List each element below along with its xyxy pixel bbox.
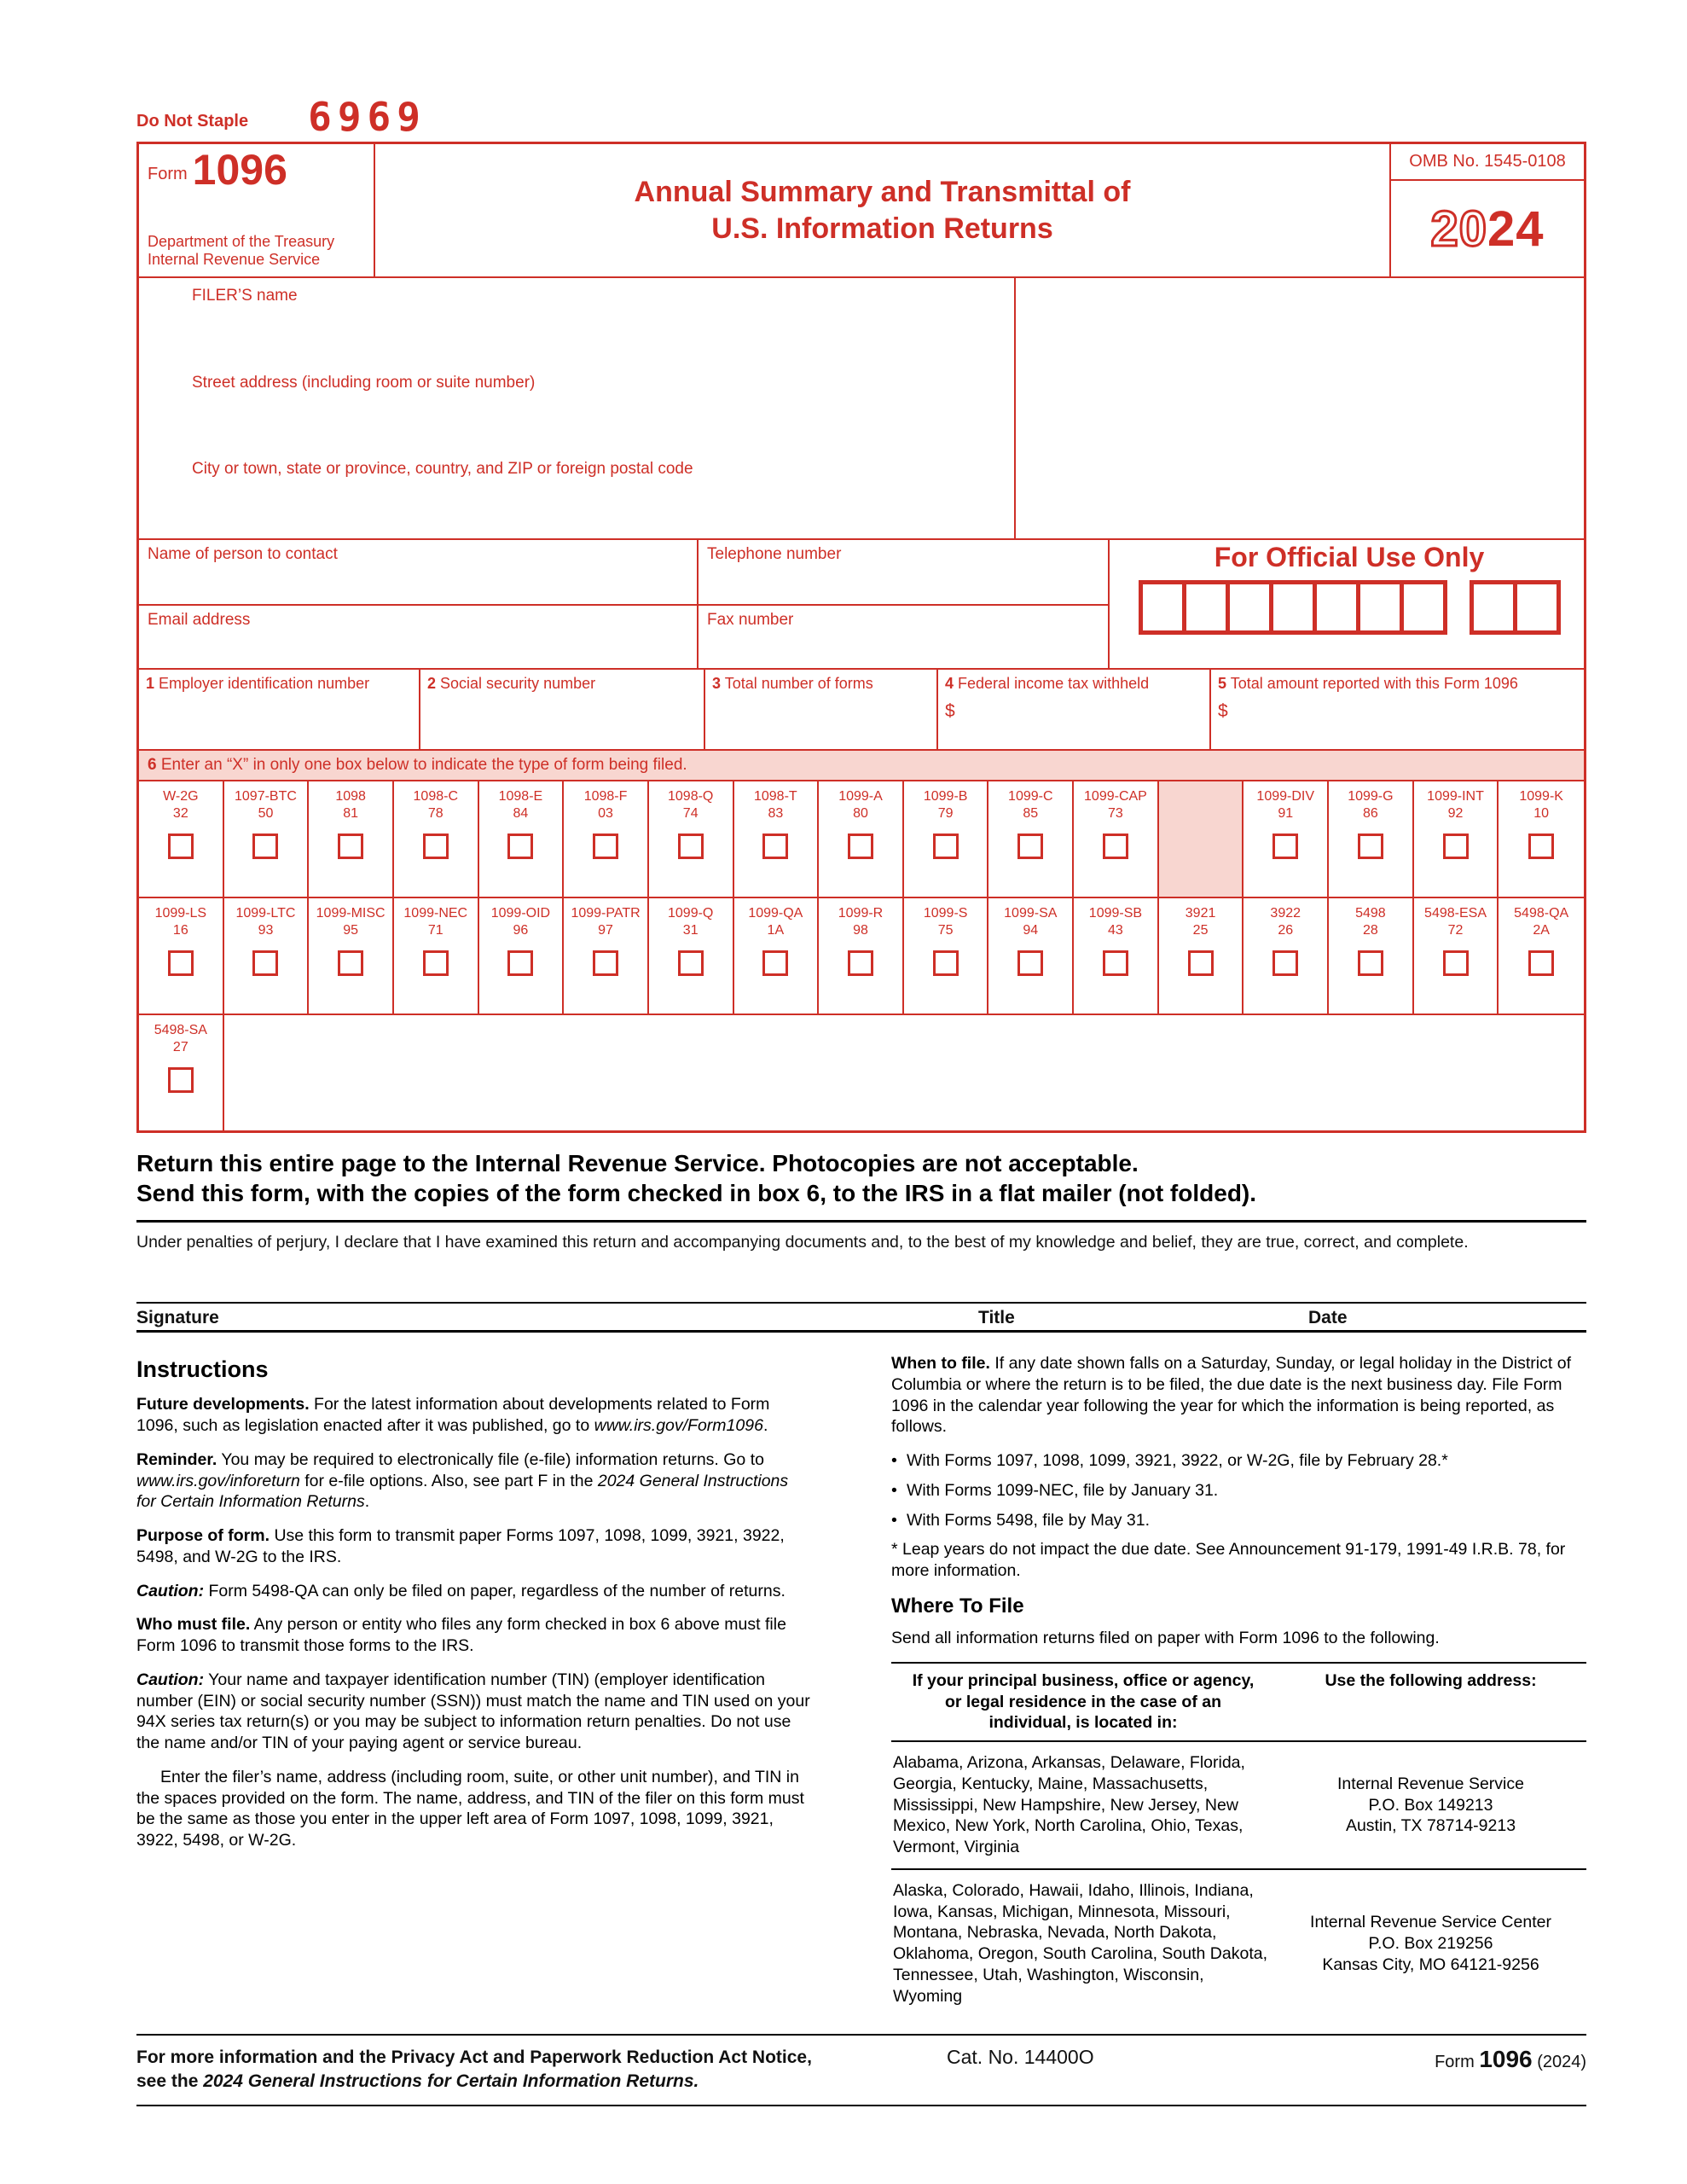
type-checkbox[interactable]	[593, 950, 618, 976]
where-to-file-heading: Where To File	[891, 1594, 1024, 1618]
signature-row	[136, 1304, 1586, 1333]
dollar-sign: $	[945, 701, 955, 721]
type-checkbox[interactable]	[1103, 950, 1128, 976]
contact-section	[139, 538, 1584, 668]
type-cell: 1099-K 10	[1499, 781, 1584, 897]
type-cell: 1099-NEC 71	[394, 898, 479, 1014]
type-cell: W-2G 32	[139, 781, 224, 897]
type-checkbox[interactable]	[1103, 834, 1128, 859]
bottom-rule	[136, 2105, 1586, 2106]
form-word: Form	[148, 165, 188, 183]
type-cell: 1099-A 80	[819, 781, 904, 897]
telephone-label: Telephone number	[707, 545, 842, 563]
type-row-blank-area	[224, 1015, 1584, 1130]
future-developments-paragraph: Future developments. For the latest information about developments related to Form 1096, such as legislation enacted after it was published, go to www.irs.gov/Form1096.	[136, 1395, 770, 1436]
box-5-total-amount: 5 Total amount reported with this Form 1096 $	[1211, 670, 1589, 749]
type-cell: 1099-G 86	[1329, 781, 1414, 897]
leap-year-note: * Leap years do not impact the due date. See Announcement 91-179, 1991-49 I.R.B. 78, for more information.	[891, 1540, 1566, 1580]
where-to-file-intro: Send all information returns filed on paper with Form 1096 to the following.	[891, 1629, 1440, 1648]
type-checkbox[interactable]	[933, 950, 959, 976]
type-checkbox[interactable]	[762, 834, 788, 859]
where-table-row	[891, 1742, 1586, 1868]
type-checkbox[interactable]	[848, 950, 873, 976]
official-use-box	[1470, 580, 1517, 635]
official-use-area	[1110, 540, 1589, 668]
type-checkbox[interactable]	[338, 834, 363, 859]
states-list: Alabama, Arizona, Arkansas, Delaware, Florida, Georgia, Kentucky, Maine, Massachusetts, Mississippi, New Hampshire, New Jersey, New Mexico, New York, North Carolina, Ohio, Texas, Vermont, Virginia	[893, 1753, 1245, 1857]
type-checkbox[interactable]	[252, 950, 278, 976]
type-checkbox[interactable]	[1017, 950, 1043, 976]
type-cell: 1099-C 85	[988, 781, 1074, 897]
filer-street-input[interactable]	[139, 392, 1014, 452]
type-checkbox[interactable]	[423, 834, 449, 859]
type-cell: 5498-SA 27	[139, 1015, 224, 1130]
box-3-total-forms: 3 Total number of forms	[705, 670, 938, 749]
instructions-right-column	[891, 1353, 1586, 2017]
type-cell: 1098-F 03	[564, 781, 649, 897]
perjury-statement: Under penalties of perjury, I declare that I have examined this return and accompanying documents and, to the best of my knowledge and belief, they are true, correct, and complete.	[136, 1233, 1469, 1252]
form-type-row-2	[139, 897, 1584, 1014]
type-checkbox[interactable]	[1272, 950, 1298, 976]
official-use-box	[1356, 580, 1404, 635]
instructions-section	[136, 1353, 1586, 2017]
official-use-box	[1313, 580, 1360, 635]
fax-cell	[699, 604, 1110, 668]
form-frame	[136, 142, 1586, 1133]
type-cell: 3922 26	[1244, 898, 1329, 1014]
form-type-row-1	[139, 781, 1584, 897]
agency-name: Department of the Treasury Internal Revenue Service	[148, 232, 335, 269]
filer-section-blank	[1016, 278, 1584, 538]
tax-withheld-input[interactable]	[945, 722, 1203, 744]
telephone-cell	[699, 540, 1110, 604]
official-use-box	[1182, 580, 1230, 635]
official-use-label: For Official Use Only	[1214, 542, 1485, 572]
type-cell: 1099-QA 1A	[734, 898, 820, 1014]
divider-rule	[136, 1220, 1586, 1223]
type-cell: 3921 25	[1159, 898, 1244, 1014]
do-not-staple-label: Do Not Staple	[136, 112, 249, 131]
official-use-boxes	[1110, 580, 1589, 635]
email-cell	[139, 604, 699, 668]
type-checkbox[interactable]	[1443, 834, 1469, 859]
official-use-box	[1139, 580, 1186, 635]
caution-tin-paragraph: Caution: Your name and taxpayer identification number (TIN) (employer identification number (EIN) or social security number (SSN)) must match the name and TIN used on your 94X series tax return(s) or you may be subject to information return penalties. Do not use the name and/or TIN of your paying agent or service bureau.	[136, 1670, 810, 1753]
type-checkbox[interactable]	[933, 834, 959, 859]
ssn-input[interactable]	[427, 693, 697, 744]
top-line	[136, 92, 1586, 140]
type-cell: 1099-DIV 91	[1244, 781, 1329, 897]
type-checkbox[interactable]	[168, 950, 194, 976]
official-use-box	[1513, 580, 1561, 635]
filer-name-label: FILER’S name	[192, 287, 298, 305]
form-type-row-3	[139, 1014, 1584, 1130]
omb-number: OMB No. 1545-0108	[1391, 144, 1584, 181]
signature-label[interactable]: Signature	[136, 1308, 219, 1327]
official-use-box	[1269, 580, 1317, 635]
irs-address: Internal Revenue Service P.O. Box 149213 Austin, TX 78714-9213	[1337, 1774, 1524, 1836]
catalog-number: Cat. No. 14400O	[947, 2046, 1094, 2069]
filer-name-input[interactable]	[139, 305, 1014, 365]
title-label[interactable]: Title	[978, 1308, 1015, 1327]
form-1096-page	[136, 0, 1586, 2106]
filing-deadline-item: • With Forms 1099-NEC, file by January 31.	[891, 1480, 1586, 1502]
enter-filer-paragraph: Enter the filer’s name, address (including room, suite, or other unit number), and TIN in the spaces provided on the form. The name, address, and TIN of the filer on this form must be the same as those you enter in the upper left area of Form 1097, 1098, 1099, 3921, 3922, 5498, or W-2G.	[136, 1767, 804, 1850]
irs-url: www.irs.gov/Form1096	[594, 1416, 763, 1436]
privacy-act-notice: For more information and the Privacy Act and Paperwork Reduction Act Notice, see the 2024 General Instructions for Certain Information Returns.	[136, 2048, 812, 2091]
type-cell: 5498-QA 2A	[1499, 898, 1584, 1014]
footer-form-id: Form 1096 (2024)	[1435, 2046, 1586, 2073]
type-cell: 1099-INT 92	[1414, 781, 1499, 897]
type-cell: 1099-S 75	[904, 898, 989, 1014]
type-checkbox[interactable]	[678, 834, 704, 859]
box-6-instruction-bar: 6 Enter an “X” in only one box below to indicate the type of form being filed.	[139, 749, 1584, 780]
type-checkbox[interactable]	[338, 950, 363, 976]
type-checkbox[interactable]	[1358, 950, 1383, 976]
summary-boxes	[139, 668, 1584, 749]
email-label: Email address	[148, 611, 251, 629]
filer-city-label: City or town, state or province, country, and ZIP or foreign postal code	[192, 460, 693, 479]
contact-name-label: Name of person to contact	[148, 545, 338, 563]
filer-address-block	[139, 278, 1016, 538]
type-checkbox[interactable]	[1272, 834, 1298, 859]
where-table-row	[891, 1868, 1586, 2018]
total-amount-input[interactable]	[1218, 722, 1582, 744]
type-cell: 1099-SB 43	[1074, 898, 1159, 1014]
official-use-box	[1226, 580, 1273, 635]
type-cell: 1098-T 83	[734, 781, 820, 897]
type-cell: 1099-OID 96	[479, 898, 565, 1014]
reminder-paragraph: Reminder. You may be required to electronically file (e-file) information returns. Go to www.irs.gov/inforeturn for e-file options. Also, see part F in the 2024 General Instructions for Certain Information Returns.	[136, 1449, 789, 1512]
filer-city-input[interactable]	[139, 479, 1014, 538]
type-checkbox[interactable]	[593, 834, 618, 859]
total-forms-input[interactable]	[712, 693, 930, 744]
type-cell: 1098-C 78	[394, 781, 479, 897]
official-use-box	[1400, 580, 1447, 635]
when-to-file-paragraph: When to file. If any date shown falls on a Saturday, Sunday, or legal holiday in the District of Columbia or where the return is to be filed, the due date is the next business day. File Form 1096 in the calendar year following the year for which the information is being reported, as follows.	[891, 1354, 1571, 1437]
form-year: 20 24	[1430, 200, 1545, 257]
official-use-box-group-1	[1139, 580, 1447, 635]
type-cell: 1099-PATR 97	[564, 898, 649, 1014]
where-table-header: If your principal business, office or agency, or legal residence in the case of an individual, is located in: Use the following address:	[891, 1664, 1586, 1742]
page-footer	[136, 2036, 1586, 2093]
type-cell: 1099-B 79	[904, 781, 989, 897]
caution-5498qa-paragraph: Caution: Form 5498-QA can only be filed on paper, regardless of the number of returns.	[136, 1581, 786, 1600]
filing-deadline-item: • With Forms 5498, file by May 31.	[891, 1510, 1586, 1531]
type-cell: 1099-CAP 73	[1074, 781, 1159, 897]
omb-year-block	[1389, 144, 1584, 276]
where-to-file-table	[891, 1662, 1586, 2018]
box-4-tax-withheld: 4 Federal income tax withheld $	[938, 670, 1211, 749]
type-cell: 1099-R 98	[819, 898, 904, 1014]
type-checkbox[interactable]	[168, 1067, 194, 1093]
official-use-box-group-2	[1470, 580, 1561, 635]
box-1-ein: 1 Employer identification number	[139, 670, 420, 749]
type-cell: 5498 28	[1329, 898, 1414, 1014]
signature-area	[136, 1302, 1586, 1333]
type-cell: 1098-Q 74	[649, 781, 734, 897]
instructions-left-column	[136, 1353, 810, 2017]
type-cell: 5498-ESA 72	[1414, 898, 1499, 1014]
contact-name-cell	[139, 540, 699, 604]
type-cell-blank	[1159, 781, 1244, 897]
form-number-block	[139, 144, 375, 276]
date-label[interactable]: Date	[1308, 1308, 1348, 1327]
type-checkbox[interactable]	[1443, 950, 1469, 976]
box-2-ssn: 2 Social security number	[420, 670, 705, 749]
type-checkbox[interactable]	[1528, 950, 1554, 976]
type-cell: 1097-BTC 50	[224, 781, 310, 897]
form-number: 1096	[192, 146, 287, 194]
type-checkbox[interactable]	[1358, 834, 1383, 859]
type-checkbox[interactable]	[848, 834, 873, 859]
dollar-sign: $	[1218, 701, 1228, 721]
ein-input[interactable]	[146, 693, 412, 744]
type-cell: 1098 81	[309, 781, 394, 897]
type-checkbox[interactable]	[168, 834, 194, 859]
states-list: Alaska, Colorado, Hawaii, Idaho, Illinois, Indiana, Iowa, Kansas, Michigan, Minnesota, Missouri, Montana, Nebraska, Nevada, North Dakota, Oklahoma, Oregon, South Carolina, South Dakota, Tennessee, Utah, Washington, Wisconsin, Wyoming	[893, 1880, 1267, 2006]
form-type-grid	[139, 780, 1584, 1130]
who-must-file-paragraph: Who must file. Any person or entity who files any form checked in box 6 above must file Form 1096 to transmit those forms to the IRS.	[136, 1615, 786, 1656]
type-cell: 1099-SA 94	[988, 898, 1074, 1014]
type-checkbox[interactable]	[1188, 950, 1214, 976]
filer-street-label: Street address (including room or suite number)	[192, 373, 536, 392]
type-checkbox[interactable]	[252, 834, 278, 859]
type-checkbox[interactable]	[507, 950, 533, 976]
filing-deadline-item: • With Forms 1097, 1098, 1099, 3921, 3922, or W-2G, file by February 28.*	[891, 1450, 1586, 1472]
type-cell: 1098-E 84	[479, 781, 565, 897]
type-cell: 1099-LTC 93	[224, 898, 310, 1014]
type-checkbox[interactable]	[423, 950, 449, 976]
instructions-heading: Instructions	[136, 1356, 269, 1382]
purpose-paragraph: Purpose of form. Use this form to transmit paper Forms 1097, 1098, 1099, 3921, 3922, 5498, and W-2G to the IRS.	[136, 1526, 785, 1566]
type-checkbox[interactable]	[1528, 834, 1554, 859]
type-checkbox[interactable]	[678, 950, 704, 976]
form-scan-code: 6969	[308, 93, 426, 140]
type-checkbox[interactable]	[762, 950, 788, 976]
type-cell: 1099-Q 31	[649, 898, 734, 1014]
fax-label: Fax number	[707, 611, 794, 629]
form-header	[139, 144, 1584, 276]
type-cell: 1099-LS 16	[139, 898, 224, 1014]
irs-url: www.irs.gov/inforeturn	[136, 1471, 300, 1490]
type-checkbox[interactable]	[507, 834, 533, 859]
type-checkbox[interactable]	[1017, 834, 1043, 859]
return-instructions: Return this entire page to the Internal Revenue Service. Photocopies are not acceptable. Send this form, with the copies of the form checked in box 6, to the IRS in a flat mailer (not folded).	[136, 1150, 1257, 1206]
type-cell: 1099-MISC 95	[309, 898, 394, 1014]
filer-section	[139, 276, 1584, 538]
irs-address: Internal Revenue Service Center P.O. Box 219256 Kansas City, MO 64121-9256	[1310, 1913, 1551, 1974]
form-title: Annual Summary and Transmittal of U.S. Information Returns	[634, 176, 1131, 245]
